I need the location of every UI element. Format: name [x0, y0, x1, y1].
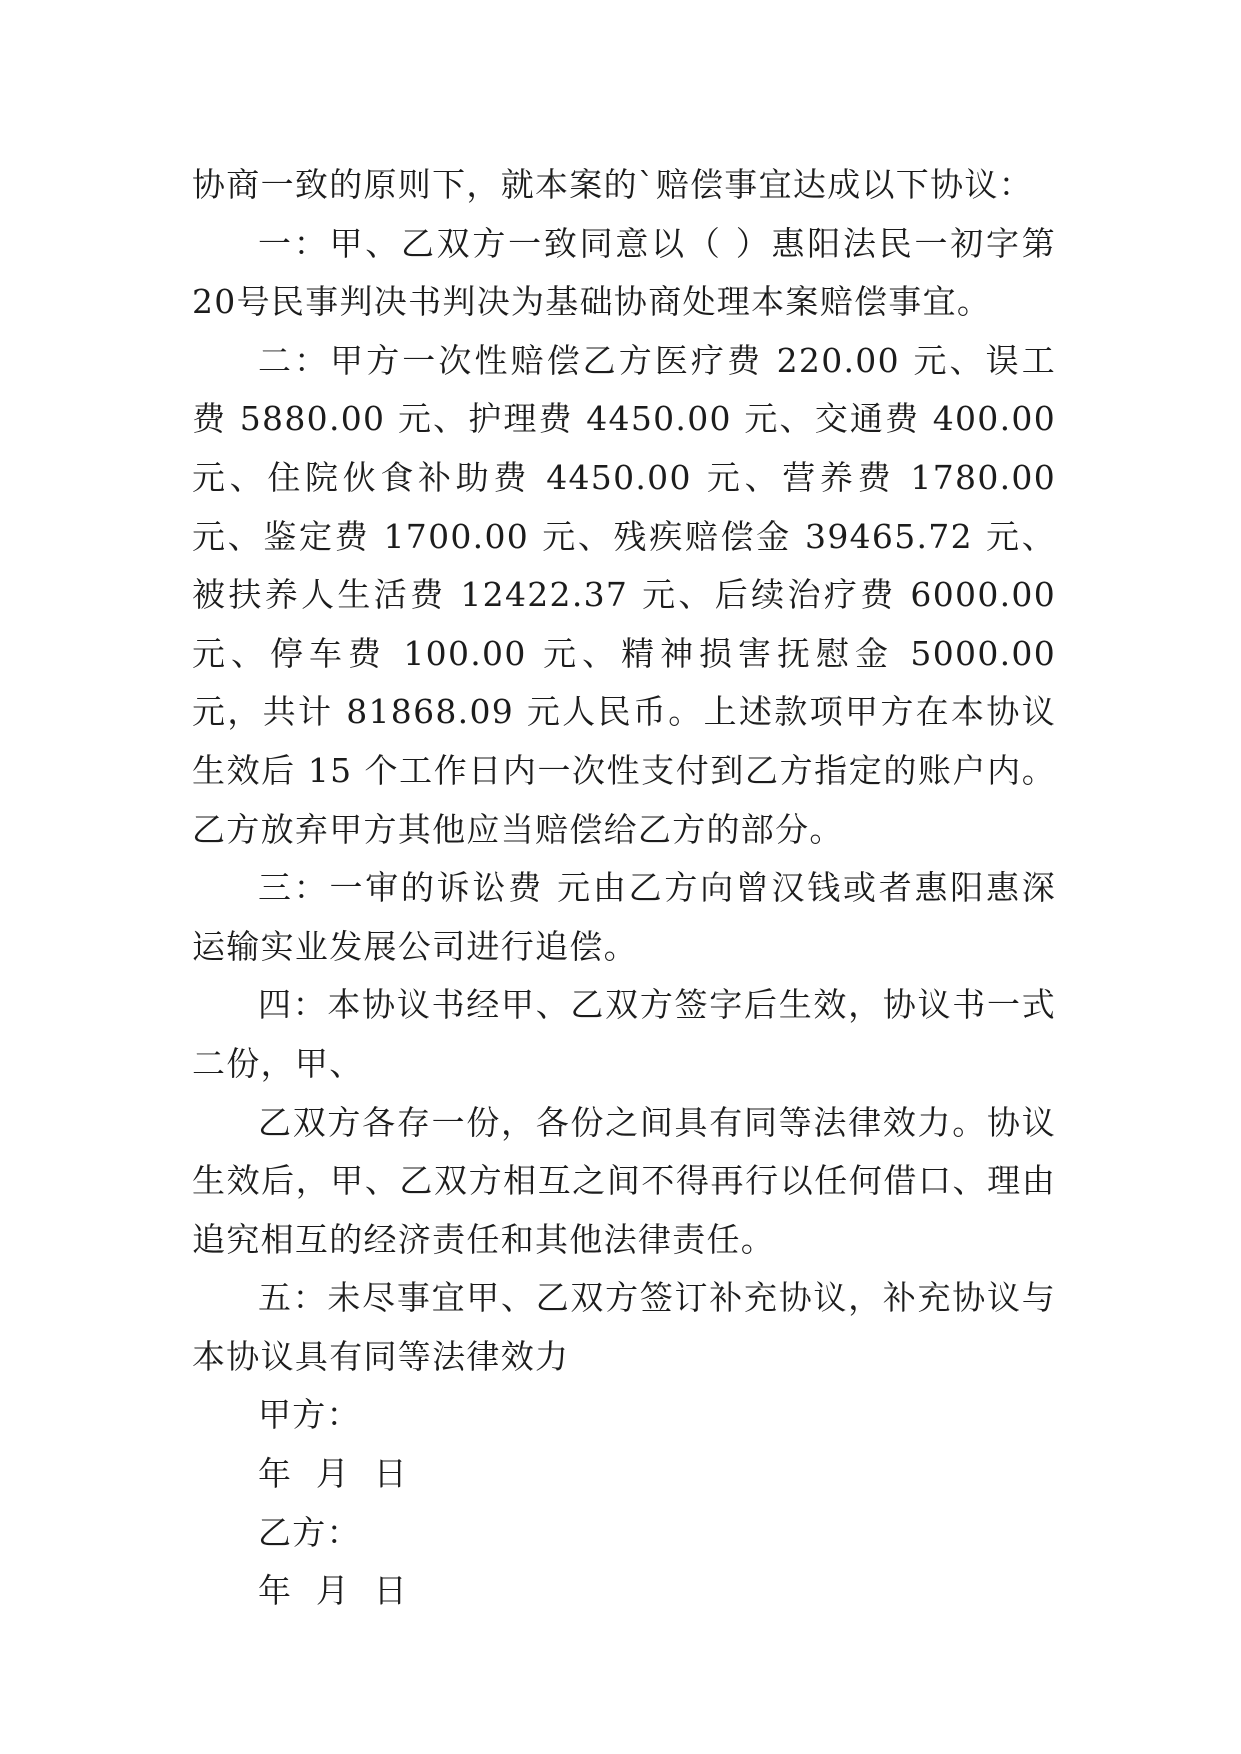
- clause-4-paragraph: 四：本协议书经甲、乙双方签字后生效，协议书一式二份，甲、: [192, 985, 1056, 1083]
- clause-5-paragraph: 五：未尽事宜甲、乙双方签订补充协议，补充协议与本协议具有同等法律效力: [192, 1278, 1056, 1376]
- party-a-date-line: 年 月 日: [258, 1454, 409, 1494]
- clause-4-continuation-paragraph: 乙双方各存一份，各份之间具有同等法律效力。协议生效后，甲、乙双方相互之间不得再行以任何借口、理由追究相互的经济责任和其他法律责任。: [192, 1102, 1056, 1259]
- party-a-signature-label: 甲方：: [258, 1395, 361, 1435]
- clause-1-paragraph: 一：甲、乙双方一致同意以（ ）惠阳法民一初字第20号民事判决书判决为基础协商处理本案赔偿事宜。: [192, 223, 1056, 322]
- intro-paragraph: 协商一致的原则下，就本案的`赔偿事宜达成以下协议：: [192, 165, 1033, 204]
- clause-2-paragraph: 二：甲方一次性赔偿乙方医疗费 220.00 元、误工费 5880.00 元、护理费 4450.00 元、交通费 400.00 元、住院伙食补助费 4450.00 元、营养费 1780.00 元、鉴定费 1700.00 元、残疾赔偿金 39465.72 元、被扶养人生活费 12422.37 元、后续治疗费 6000.00 元、停车费 100.00 元、精神损害抚慰金 5000.00 元，共计 81868.09 元人民币。上述款项甲方在本协议生效后 15 个工作日内一次性支付到乙方指定的账户内。乙方放弃甲方其他应当赔偿给乙方的部分。: [192, 340, 1056, 849]
- agreement-body: [192, 156, 1056, 1621]
- clause-3-paragraph: 三：一审的诉讼费 元由乙方向曾汉钱或者惠阳惠深运输实业发展公司进行追偿。: [192, 868, 1056, 966]
- party-b-date-line: 年 月 日: [258, 1571, 409, 1611]
- party-b-signature-label: 乙方：: [258, 1512, 361, 1552]
